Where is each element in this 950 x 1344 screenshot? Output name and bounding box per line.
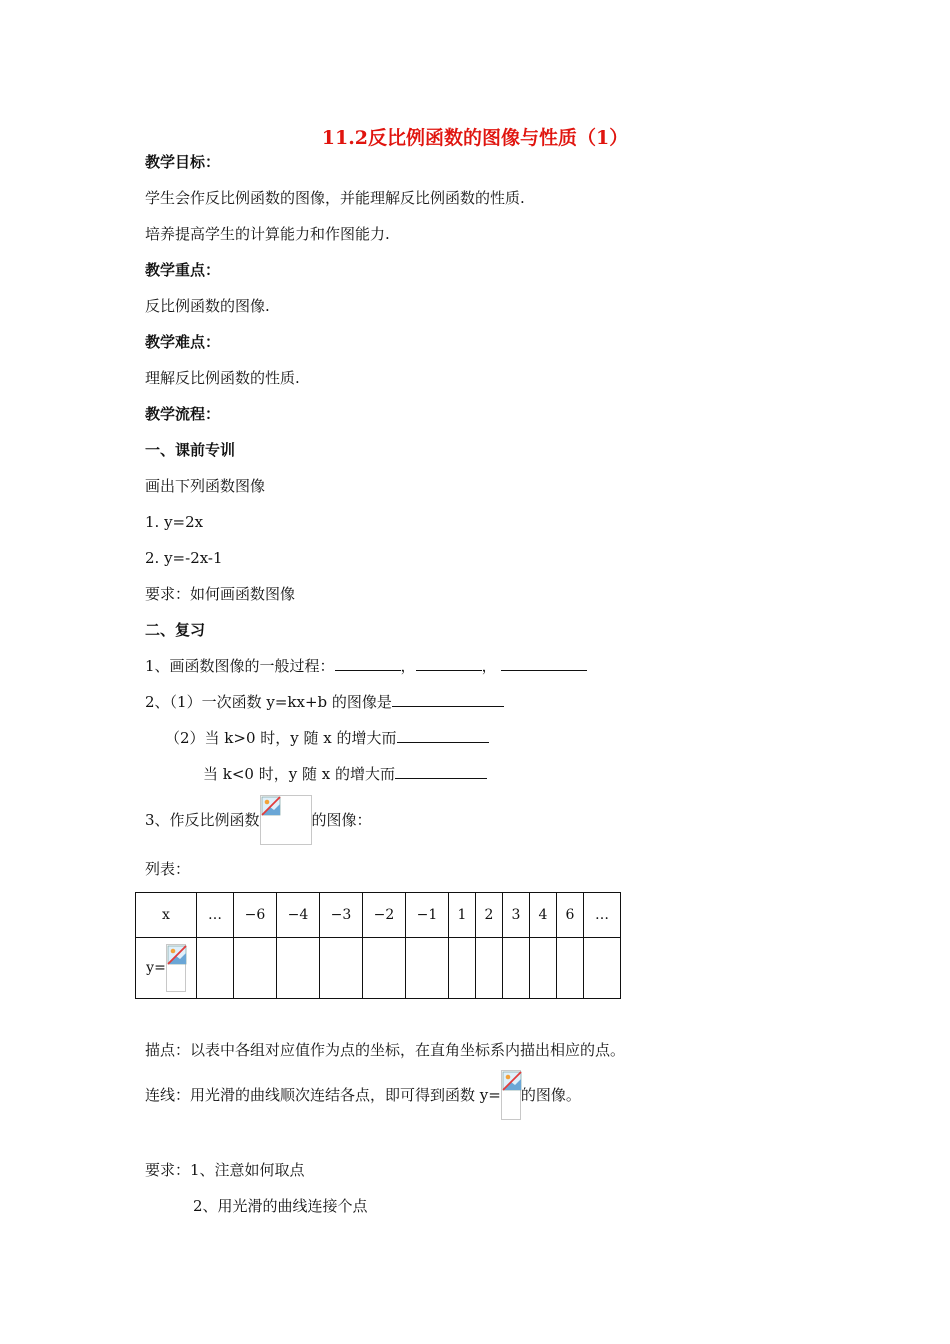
goal-1: 学生会作反比例函数的图像，并能理解反比例函数的性质. (145, 189, 525, 207)
process-heading: 教学流程： (145, 405, 221, 423)
difficulty-text: 理解反比例函数的性质. (145, 369, 300, 387)
section1-intro: 画出下列函数图像 (145, 477, 266, 495)
table-cell (584, 938, 621, 999)
table-cell (320, 938, 363, 999)
answer-blank (392, 692, 504, 707)
review-q2-part2-label: （2）当 k>0 时，y 随 x 的增大而 (165, 729, 397, 747)
section1-requirement: 要求：如何画函数图像 (145, 585, 296, 603)
table-cell (406, 938, 449, 999)
review-q3-after: 的图像： (311, 811, 372, 829)
answer-blank (335, 656, 401, 671)
table-cell: 4 (530, 893, 557, 938)
formula-image-placeholder (260, 795, 312, 845)
broken-image-icon (261, 796, 281, 816)
connect-line (145, 1070, 581, 1122)
review-q3 (145, 795, 372, 845)
goals-heading: 教学目标： (145, 153, 221, 171)
plot-text: 描点：以表中各组对应值作为点的坐标，在直角坐标系内描出相应的点。 (145, 1041, 626, 1059)
table-cell (503, 938, 530, 999)
table-cell (530, 938, 557, 999)
table-cell: −1 (406, 893, 449, 938)
table-cell (449, 938, 476, 999)
key-heading: 教学重点： (145, 261, 221, 279)
table-cell (557, 938, 584, 999)
table-cell: −2 (363, 893, 406, 938)
table-cell (363, 938, 406, 999)
broken-image-icon (167, 945, 187, 965)
value-table (135, 892, 621, 999)
table-caption: 列表： (145, 860, 191, 878)
review-q2 (145, 692, 504, 712)
separator: ， (400, 657, 416, 675)
answer-blank (416, 656, 482, 671)
table-cell (197, 938, 234, 999)
section2-heading: 二、复习 (145, 621, 206, 639)
table-cell (234, 938, 277, 999)
table-cell: −6 (234, 893, 277, 938)
review-q2-part3 (203, 764, 487, 784)
table-cell: … (197, 893, 234, 938)
broken-image-icon (502, 1071, 522, 1091)
table-row (136, 893, 621, 938)
table-cell: x (136, 893, 197, 938)
section1-heading: 一、课前专训 (145, 441, 236, 459)
y-label: y= (146, 960, 166, 976)
answer-blank (501, 656, 587, 671)
section1-item-2: 2. y=-2x-1 (145, 549, 223, 567)
review-q2-part3-label: 当 k<0 时，y 随 x 的增大而 (203, 765, 395, 783)
connect-before: 连线：用光滑的曲线顺次连结各点，即可得到函数 y= (145, 1086, 501, 1104)
formula-image-placeholder (501, 1070, 521, 1120)
page-title: 11.2反比例函数的图像与性质（1） (321, 127, 629, 149)
separator: ， (481, 657, 497, 675)
table-cell: … (584, 893, 621, 938)
review-q1-label: 1、画函数图像的一般过程： (145, 657, 335, 675)
table-cell (476, 938, 503, 999)
table-cell: −4 (277, 893, 320, 938)
requirements-label: 要求： (145, 1161, 191, 1179)
section1-item-1: 1. y=2x (145, 513, 204, 531)
table-cell: 1 (449, 893, 476, 938)
review-q2-label: 2、（1）一次函数 y=kx+b 的图像是 (145, 693, 392, 711)
review-q2-part2 (165, 728, 489, 748)
goal-2: 培养提高学生的计算能力和作图能力. (145, 225, 390, 243)
difficulty-heading: 教学难点： (145, 333, 221, 351)
key-text: 反比例函数的图像. (145, 297, 270, 315)
table-cell (277, 938, 320, 999)
table-cell-y-label (136, 938, 197, 999)
table-cell: 6 (557, 893, 584, 938)
answer-blank (397, 728, 489, 743)
table-cell: −3 (320, 893, 363, 938)
formula-image-placeholder (166, 944, 186, 992)
connect-after: 的图像。 (520, 1086, 581, 1104)
review-q1 (145, 656, 587, 676)
requirement-2: 2、用光滑的曲线连接个点 (193, 1197, 368, 1215)
table-cell: 2 (476, 893, 503, 938)
review-q3-before: 3、作反比例函数 (145, 811, 260, 829)
requirement-1: 1、注意如何取点 (190, 1161, 305, 1179)
table-row (136, 938, 621, 999)
answer-blank (395, 764, 487, 779)
table-cell: 3 (503, 893, 530, 938)
requirements (145, 1160, 305, 1180)
